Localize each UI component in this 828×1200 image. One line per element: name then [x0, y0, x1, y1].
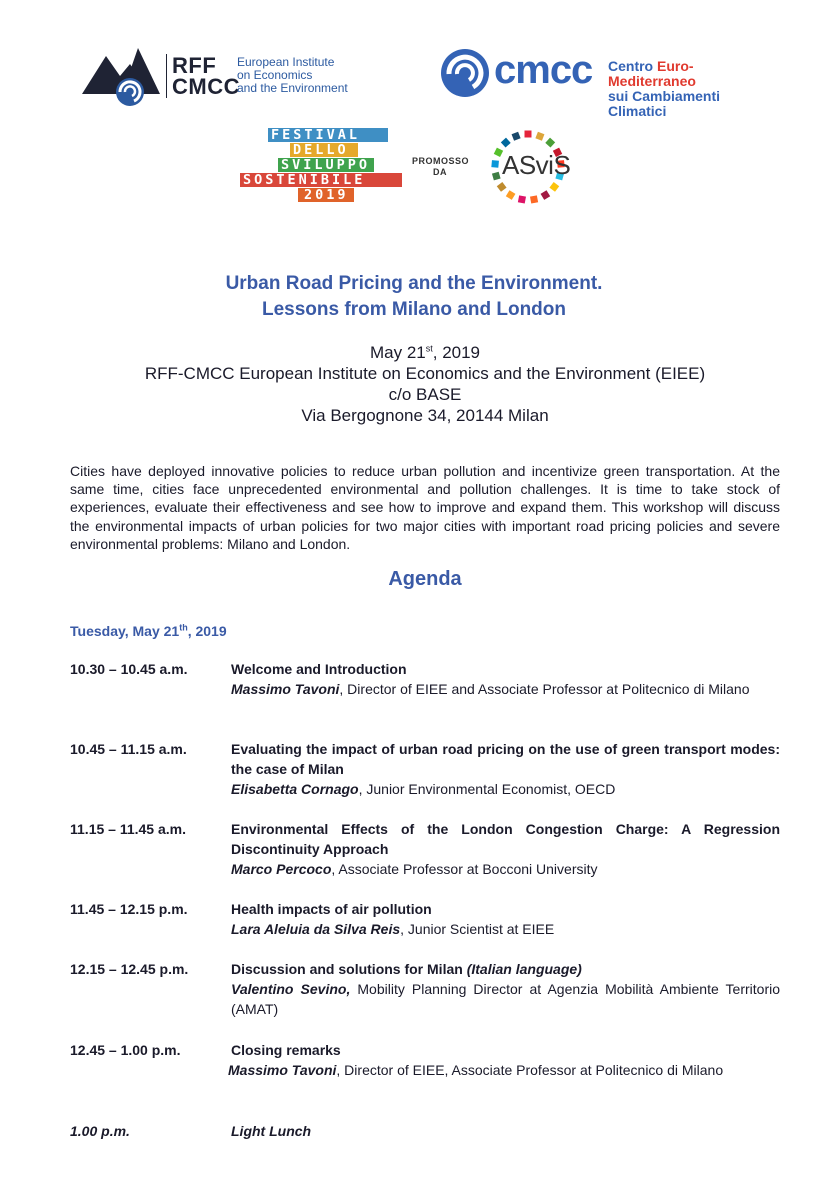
agenda-item	[231, 959, 780, 1019]
rff-cmcc-logo	[82, 42, 352, 108]
festival-line1: FESTIVAL	[271, 127, 361, 143]
agenda-item-speaker-line: Elisabetta Cornago, Junior Environmental Economist, OECD	[231, 781, 616, 797]
sdg-square	[541, 190, 551, 200]
logo-divider	[166, 54, 167, 98]
agenda-item	[231, 819, 780, 879]
promosso-line1: PROMOSSO	[412, 156, 470, 166]
asvis-name: ASviS	[502, 150, 571, 180]
sdg-square	[530, 195, 538, 203]
agenda-time: 1.00 p.m.	[70, 1123, 130, 1139]
mountain-wave-icon	[82, 42, 162, 108]
cmcc-brand: cmcc	[494, 48, 593, 92]
intro-paragraph: Cities have deployed innovative policies to reduce urban pollution and incentivize green transportation. At the same time, cities face unprecedented environmental and pollution challenges. It is time to take stock of experiences, evaluate their effectiveness and see how to improve and expand them. This workshop will discuss the environmental impacts of urban policies for two major cities with important road pricing policies and severe environmental problems: Milano and London.	[70, 463, 780, 552]
agenda-item	[231, 739, 780, 799]
sdg-square	[491, 160, 499, 168]
agenda-item	[231, 1121, 780, 1141]
title-line2: Lessons from Milano and London	[262, 299, 566, 320]
agenda-item-title: Environmental Effects of the London Congestion Charge: A Regression Discontinuity Approach	[231, 821, 780, 857]
promosso-line2: DA	[433, 167, 447, 177]
cmcc-sub-line2: sui Cambiamenti Climatici	[608, 88, 721, 119]
cmcc-logo	[440, 46, 780, 119]
agenda-time: 11.15 – 11.45 a.m.	[70, 821, 186, 837]
agenda-time: 12.45 – 1.00 p.m.	[70, 1042, 181, 1058]
sdg-square	[549, 182, 559, 192]
event-venue: RFF-CMCC European Institute on Economics and the Environment (EIEE)	[144, 364, 706, 383]
agenda-item-speaker-line: Massimo Tavoni, Director of EIEE and Associate Professor at Politecnico di Milano	[231, 681, 750, 697]
event-co: c/o BASE	[388, 385, 462, 404]
festival-line2: DELLO	[293, 142, 349, 158]
rff-brand-line1: RFF	[172, 53, 217, 78]
agenda-item	[231, 659, 780, 699]
agenda-item-speaker-line: Massimo Tavoni, Director of EIEE, Associate Professor at Politecnico di Milano	[228, 1062, 724, 1078]
cmcc-sub-line1-b: Euro-Mediterraneo	[608, 58, 696, 89]
event-address: Via Bergognone 34, 20144 Milan	[301, 406, 549, 425]
event-date: May 21st, 2019	[369, 343, 481, 362]
asvis-logo	[486, 128, 582, 204]
sdg-square	[497, 182, 507, 192]
sdg-square	[512, 132, 521, 141]
cmcc-sub-line1-a: Centro	[608, 58, 657, 74]
cmcc-wave-icon	[440, 48, 490, 98]
agenda-item-title: Discussion and solutions for Milan (Italian language)	[231, 961, 582, 977]
rff-sub-line1: European Institute	[237, 55, 335, 69]
agenda-time: 10.30 – 10.45 a.m.	[70, 661, 188, 677]
agenda-time: 12.15 – 12.45 p.m.	[70, 961, 189, 977]
sdg-square	[501, 138, 511, 148]
agenda-item-title: Welcome and Introduction	[231, 661, 407, 677]
sdg-square	[535, 132, 544, 141]
agenda-item-speaker-line: Lara Aleluia da Silva Reis, Junior Scientist at EIEE	[231, 921, 555, 937]
sdg-square	[545, 138, 555, 148]
festival-line3: SVILUPPO	[281, 157, 371, 173]
agenda-item-speaker-line: Valentino Sevino, Mobility Planning Director at Agenzia Mobilità Ambiente Territorio (AMAT)	[231, 981, 781, 1017]
sdg-square	[525, 131, 532, 138]
agenda-time: 10.45 – 11.15 a.m.	[70, 741, 187, 757]
festival-line5: 2019	[304, 187, 349, 203]
agenda-item-title: Closing remarks	[231, 1042, 341, 1058]
title-line1: Urban Road Pricing and the Environment.	[225, 273, 603, 294]
agenda-day: Tuesday, May 21th, 2019	[70, 622, 227, 639]
agenda-item-speaker-line: Marco Percoco, Associate Professor at Bocconi University	[231, 861, 598, 877]
sdg-square	[492, 172, 501, 181]
agenda-item	[231, 899, 780, 939]
festival-line4: SOSTENIBILE	[243, 172, 366, 188]
festival-logo	[240, 128, 402, 204]
sdg-square	[506, 190, 516, 200]
agenda-item-title: Health impacts of air pollution	[231, 901, 432, 917]
rff-sub-line2: on Economics	[237, 68, 313, 82]
sdg-square	[518, 195, 526, 203]
agenda-item	[228, 1040, 780, 1080]
agenda-item-title: Light Lunch	[231, 1123, 312, 1139]
agenda-time: 11.45 – 12.15 p.m.	[70, 901, 188, 917]
agenda-item-title: Evaluating the impact of urban road pricing on the use of green transport modes: the case of Milan	[231, 741, 780, 777]
rff-brand-line2: CMCC	[172, 74, 240, 99]
rff-sub-line3: and the Environment	[237, 81, 348, 95]
agenda-heading: Agenda	[388, 568, 462, 590]
